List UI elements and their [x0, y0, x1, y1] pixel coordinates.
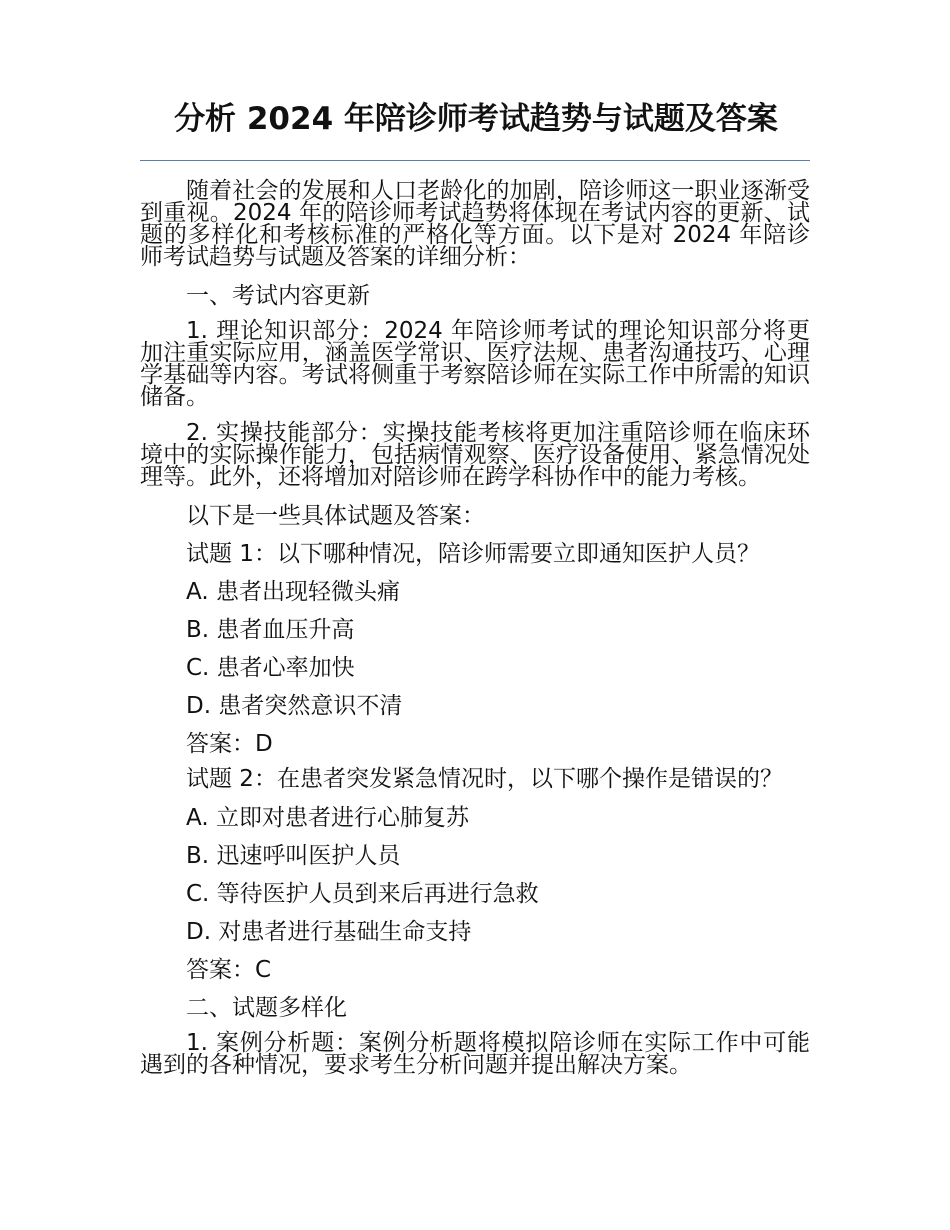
- question-1-option-b: B. 患者血压升高: [186, 617, 355, 643]
- question-2-option-c: C. 等待医护人员到来后再进行急救: [186, 881, 539, 907]
- paragraph-practical-skills: 2. 实操技能部分：实操技能考核将更加注重陪诊师在临床环境中的实际操作能力，包括病情观察、医疗设备使用、紧急情况处理等。此外，还将增加对陪诊师在跨学科协作中的能力考核。: [140, 420, 810, 490]
- section-heading-question-variety: 二、试题多样化: [186, 995, 347, 1021]
- question-1: 试题 1：以下哪种情况，陪诊师需要立即通知医护人员？: [186, 541, 760, 567]
- section-heading-content-update: 一、考试内容更新: [186, 283, 370, 309]
- document-body: [140, 180, 810, 1076]
- title-underline: [140, 160, 810, 161]
- question-2-option-b: B. 迅速呼叫医护人员: [186, 843, 401, 869]
- question-1-option-c: C. 患者心率加快: [186, 655, 355, 681]
- question-1-option-a: A. 患者出现轻微头痛: [186, 579, 400, 605]
- question-1-option-d: D. 患者突然意识不清: [186, 693, 403, 719]
- paragraph-case-analysis: 1. 案例分析题：案例分析题将模拟陪诊师在实际工作中可能遇到的各种情况，要求考生分析问题并提出解决方案。: [140, 1030, 810, 1078]
- paragraph-theory-knowledge: 1. 理论知识部分：2024 年陪诊师考试的理论知识部分将更加注重实际应用，涵盖医学常识、医疗法规、患者沟通技巧、心理学基础等内容。考试将侧重于考察陪诊师在实际工作中所需的知识储备。: [140, 318, 810, 410]
- document-title: 分析 2024 年陪诊师考试趋势与试题及答案: [174, 101, 778, 137]
- question-2-answer: 答案：C: [186, 957, 272, 983]
- question-2-option-a: A. 立即对患者进行心肺复苏: [186, 805, 469, 831]
- question-2: 试题 2：在患者突发紧急情况时，以下哪个操作是错误的？: [186, 766, 783, 792]
- paragraph-questions-intro: 以下是一些具体试题及答案：: [186, 503, 485, 529]
- question-2-option-d: D. 对患者进行基础生命支持: [186, 919, 472, 945]
- question-1-answer: 答案：D: [186, 731, 273, 757]
- intro-paragraph: 随着社会的发展和人口老龄化的加剧，陪诊师这一职业逐渐受到重视。2024 年的陪诊师考试趋势将体现在考试内容的更新、试题的多样化和考核标准的严格化等方面。以下是对 2024 年陪诊师考试趋势与试题及答案的详细分析：: [140, 178, 810, 270]
